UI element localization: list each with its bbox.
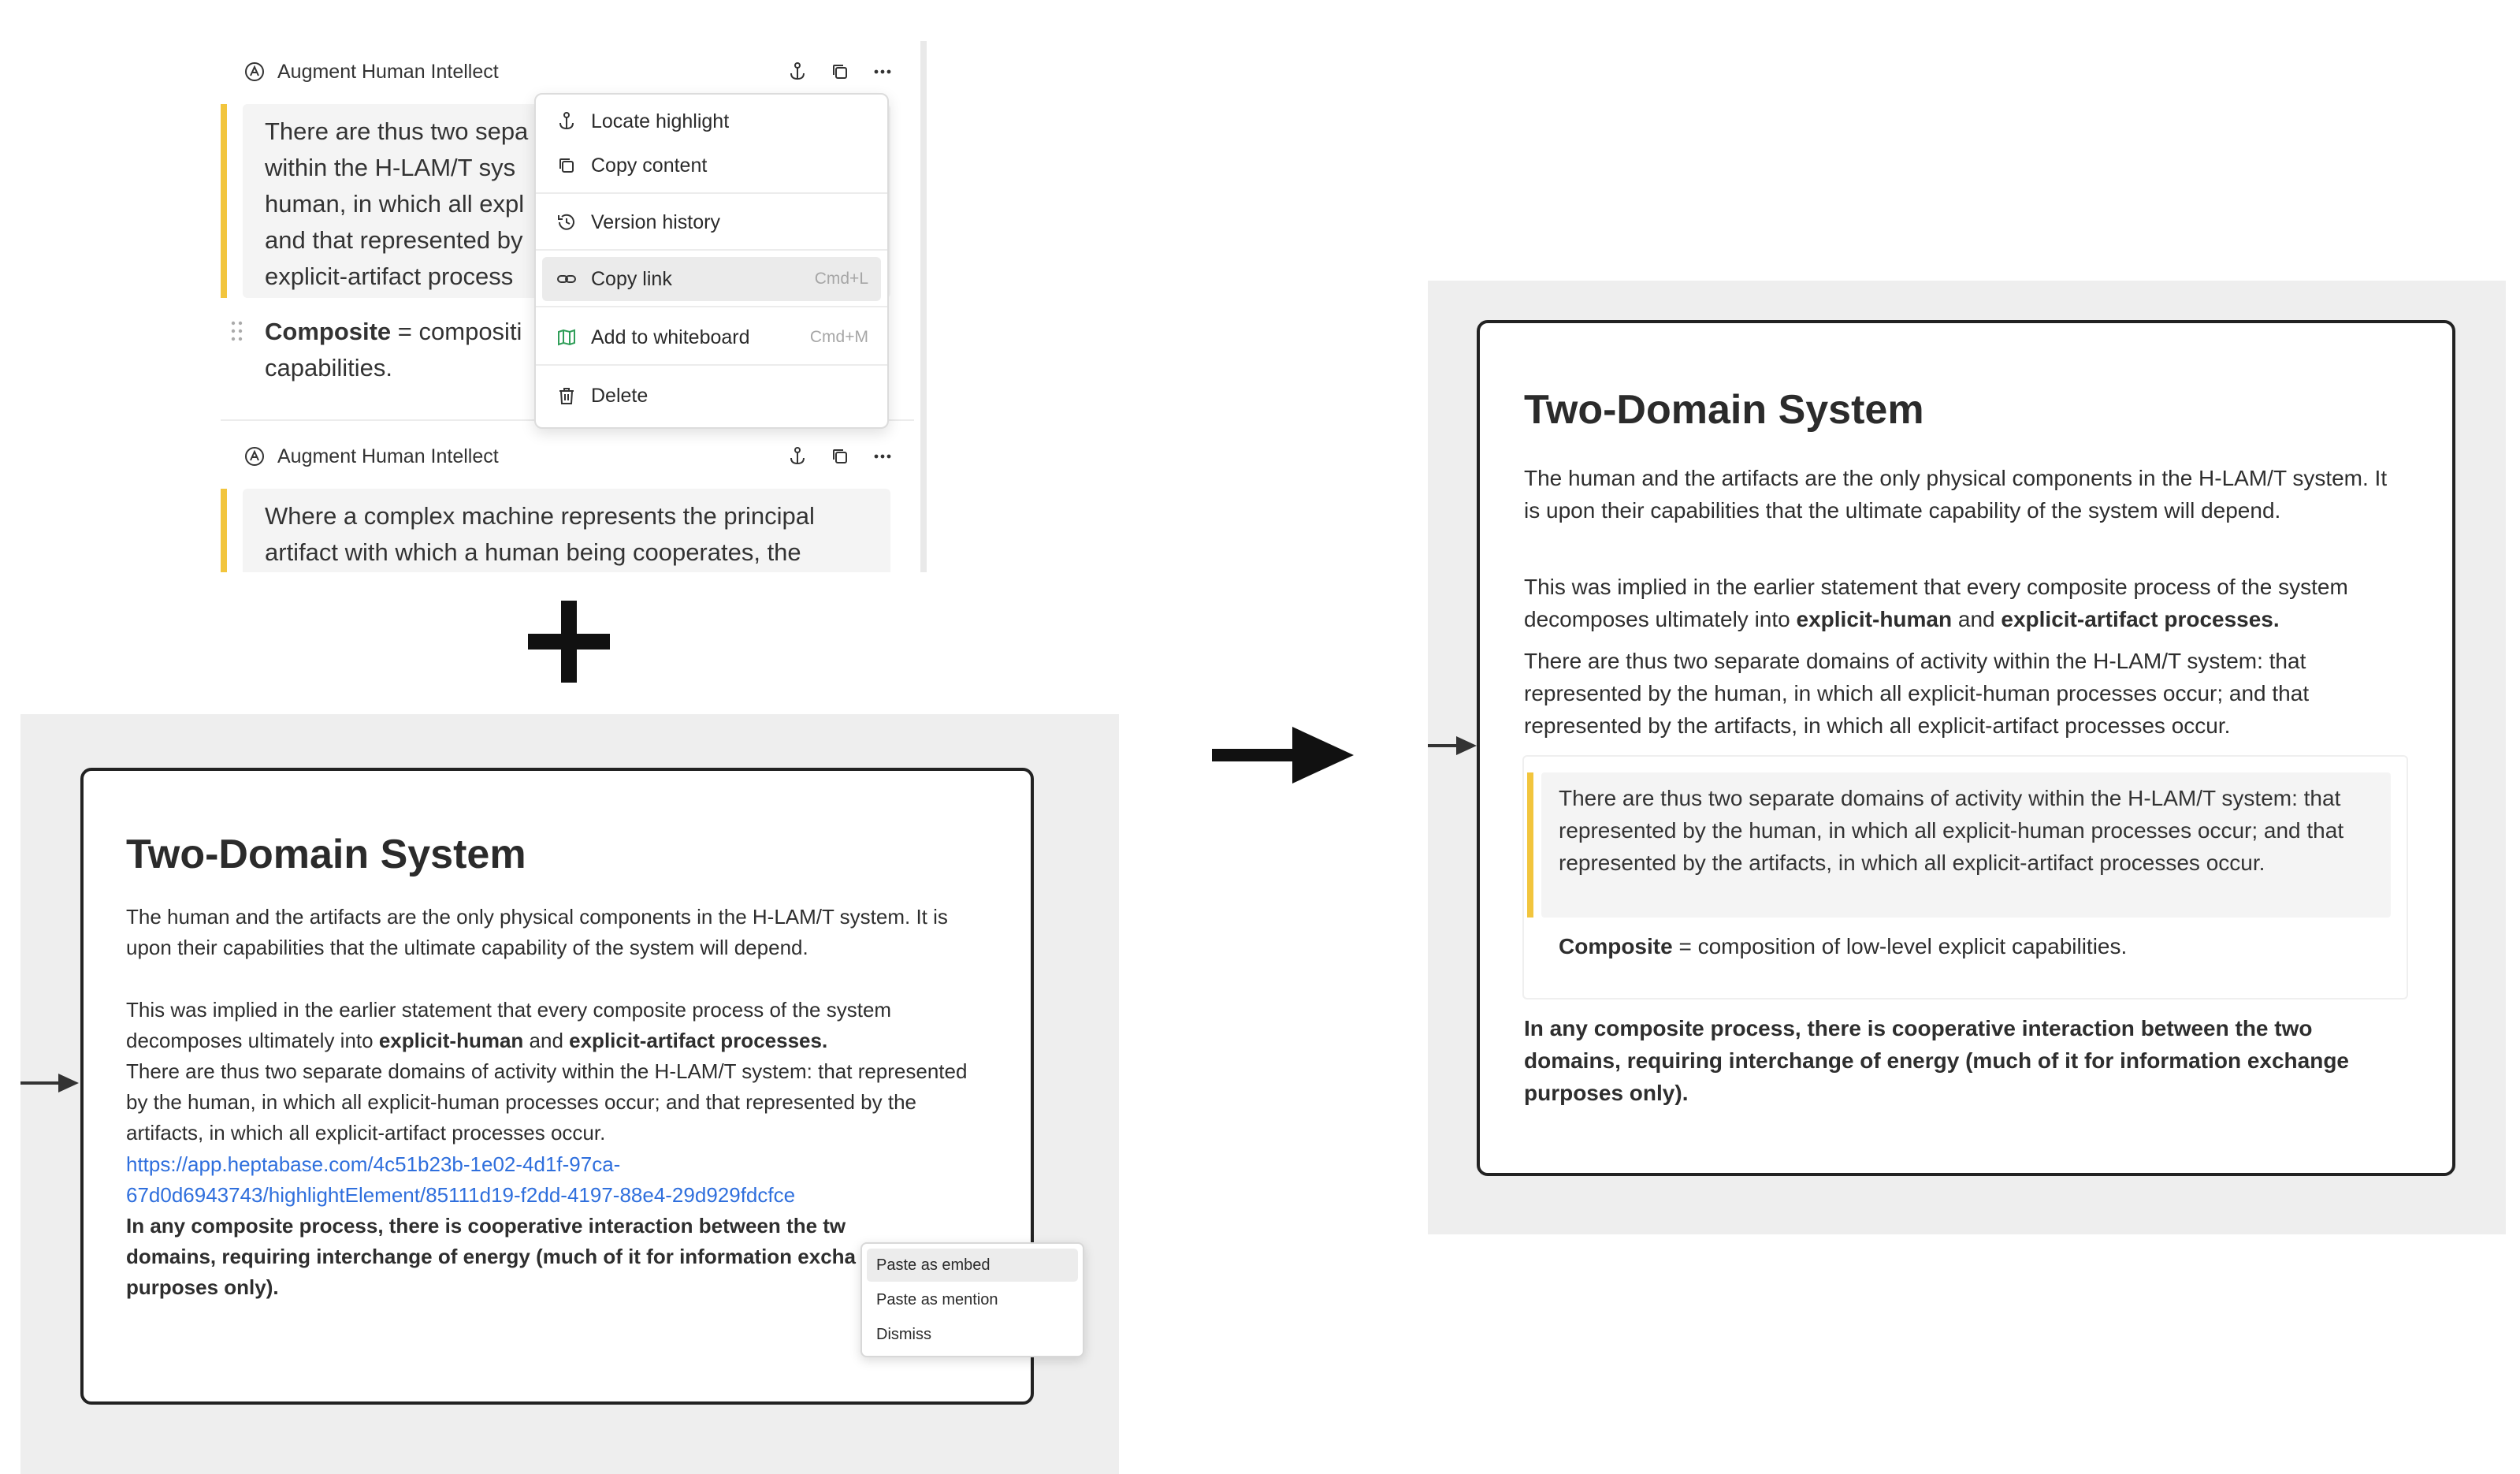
- pasted-link[interactable]: [126, 1149, 795, 1211]
- highlight-context-menu: [534, 93, 889, 429]
- menu-item-delete[interactable]: [542, 374, 881, 418]
- connection-line: [20, 1081, 58, 1085]
- paste-as-embed-option[interactable]: Paste as embed: [867, 1249, 1078, 1282]
- embedded-quote-text: There are thus two separate domains of activity within the H-LAM/T system: that represented by the human, in which all explicit-human processes occur; and that represented by the artifacts, in which all explicit-artifact processes occur.: [1541, 772, 2391, 918]
- highlight-bar: [1527, 772, 1533, 918]
- connection-arrowhead: [1456, 736, 1477, 755]
- menu-item-label: Add to whiteboard: [591, 326, 750, 348]
- composite-note: [265, 314, 522, 350]
- bold-term: explicit-artifact processes.: [569, 1029, 828, 1052]
- menu-separator: [536, 249, 887, 251]
- quote-line: explicit-artifact process: [265, 262, 514, 290]
- highlight-quote-text: [243, 489, 890, 572]
- menu-item-copy-content[interactable]: [542, 143, 881, 188]
- quote-line: There are thus two sepa: [265, 117, 529, 145]
- quote-line: and that represented by: [265, 226, 523, 254]
- link-icon: [556, 269, 577, 289]
- embedded-composite-note: [1559, 930, 2127, 962]
- menu-item-shortcut: Cmd+L: [814, 270, 868, 288]
- whiteboard-canvas-before[interactable]: [20, 714, 1119, 1474]
- highlight-source-title: Augment Human Intellect: [277, 60, 499, 83]
- card-paragraph-bold: [126, 1211, 856, 1303]
- more-icon[interactable]: [872, 61, 894, 83]
- history-icon: [556, 212, 577, 233]
- drag-handle-icon[interactable]: [230, 320, 244, 342]
- menu-item-label: Copy link: [591, 267, 672, 290]
- whiteboard-icon: [556, 327, 577, 348]
- dismiss-option[interactable]: Dismiss: [876, 1325, 931, 1343]
- copy-icon[interactable]: [829, 61, 851, 83]
- note-card-after[interactable]: [1477, 320, 2455, 1176]
- menu-separator: [536, 192, 887, 194]
- quote-line: human, in which all expl: [265, 190, 525, 218]
- whiteboard-canvas-after[interactable]: [1428, 281, 2506, 1234]
- anchor-icon[interactable]: [786, 61, 808, 83]
- highlight-quote-2[interactable]: [221, 489, 906, 572]
- card-paragraph: [126, 995, 993, 1056]
- card-paragraph-bold: In any composite process, there is cooperative interaction between the two domains, requiring interchange of energy (much of it for information exchange purposes only).: [1524, 1016, 2350, 1105]
- link-line: https://app.heptabase.com/4c51b23b-1e02-4d1f-97ca-: [126, 1152, 621, 1176]
- card-paragraph: The human and the artifacts are the only physical components in the H-LAM/T system. It is upon their capabilities that the ultimate capability of the system will depend.: [1524, 466, 2388, 523]
- arrow-right-icon-head: [1292, 727, 1354, 784]
- highlight-actions: [786, 52, 894, 91]
- anchor-icon[interactable]: [786, 445, 808, 467]
- bold-term: explicit-human: [378, 1029, 524, 1052]
- highlight-bar: [221, 489, 227, 572]
- highlight-actions-2: [786, 437, 894, 476]
- quote-line: within the H-LAM/T sys: [265, 154, 516, 181]
- menu-item-copy-link[interactable]: [542, 257, 881, 301]
- plus-icon-vertical: [561, 601, 577, 683]
- trash-icon: [556, 385, 577, 406]
- paste-as-mention-option[interactable]: Paste as mention: [876, 1290, 998, 1308]
- composite-note-line2: capabilities.: [265, 354, 392, 382]
- anchor-icon: [556, 111, 577, 132]
- menu-item-version-history[interactable]: [542, 200, 881, 244]
- menu-separator: [536, 364, 887, 366]
- connection-arrowhead: [58, 1074, 79, 1092]
- paragraph-line: domains, requiring interchange of energy (much of it for information excha: [126, 1245, 856, 1268]
- card-title: Two-Domain System: [126, 832, 526, 877]
- paragraph-text: This was implied in the earlier statement that every composite process of the system decomposes ultimately into: [1524, 575, 2348, 631]
- composite-term: Composite: [265, 318, 392, 345]
- paragraph-line: In any composite process, there is cooperative interaction between the tw: [126, 1214, 846, 1238]
- card-paragraph: The human and the artifacts are the only physical components in the H-LAM/T system. It is upon their capabilities that the ultimate capability of the system will depend.: [126, 905, 948, 959]
- paragraph-text: This was implied in the earlier statement that every composite process of the system decomposes ultimately into: [126, 998, 892, 1052]
- more-icon[interactable]: [872, 445, 894, 467]
- composite-definition: = composition of low-level explicit capabilities.: [1672, 934, 2128, 958]
- card-paragraph: There are thus two separate domains of activity within the H-LAM/T system: that represented by the human, in which all explicit-human processes occur; and that represented by the artifacts, in which all explicit-artifact processes occur.: [126, 1059, 968, 1145]
- menu-separator: [536, 306, 887, 307]
- card-paragraph: There are thus two separate domains of activity within the H-LAM/T system: that represented by the human, in which all explicit-human processes occur; and that represented by the artifacts, in which all explicit-artifact processes occur.: [1524, 649, 2310, 738]
- quote-line: artifact with which a human being cooperates, the: [265, 538, 801, 566]
- menu-item-locate-highlight[interactable]: [542, 99, 881, 143]
- card-paragraph: [1524, 571, 2414, 635]
- menu-item-shortcut: Cmd+M: [809, 328, 868, 346]
- composite-term: Composite: [1559, 934, 1673, 958]
- menu-item-label: Locate highlight: [591, 110, 730, 132]
- copy-icon[interactable]: [829, 445, 851, 467]
- bold-term: explicit-artifact processes.: [2001, 607, 2280, 631]
- highlight-source-title: Augment Human Intellect: [277, 445, 499, 467]
- paragraph-text: and: [523, 1029, 570, 1052]
- source-logo-icon: [244, 61, 265, 82]
- bold-term: explicit-human: [1796, 607, 1953, 631]
- copy-icon: [556, 155, 577, 176]
- embedded-highlight[interactable]: [1522, 755, 2408, 999]
- paragraph-line: purposes only).: [126, 1275, 279, 1299]
- highlight-source-header-2[interactable]: [244, 437, 499, 476]
- menu-item-label: Copy content: [591, 154, 708, 177]
- panel-scrollbar[interactable]: [920, 41, 927, 572]
- link-line: 67d0d6943743/highlightElement/85111d19-f2dd-4197-88e4-29d929fdcfce: [126, 1183, 796, 1207]
- arrow-right-icon: [1212, 749, 1299, 761]
- source-logo-icon: [244, 446, 265, 467]
- paste-options-menu: [860, 1242, 1084, 1357]
- connection-line: [1428, 744, 1459, 747]
- paragraph-text: and: [1952, 607, 2002, 631]
- composite-definition: = compositi: [391, 318, 522, 345]
- menu-item-label: Delete: [591, 384, 649, 407]
- highlight-bar: [221, 104, 227, 298]
- highlight-source-header[interactable]: [244, 52, 499, 91]
- card-title: Two-Domain System: [1524, 387, 1924, 433]
- quote-line: Where a complex machine represents the principal: [265, 502, 815, 530]
- menu-item-add-to-whiteboard[interactable]: [542, 315, 881, 359]
- menu-item-label: Version history: [591, 210, 720, 233]
